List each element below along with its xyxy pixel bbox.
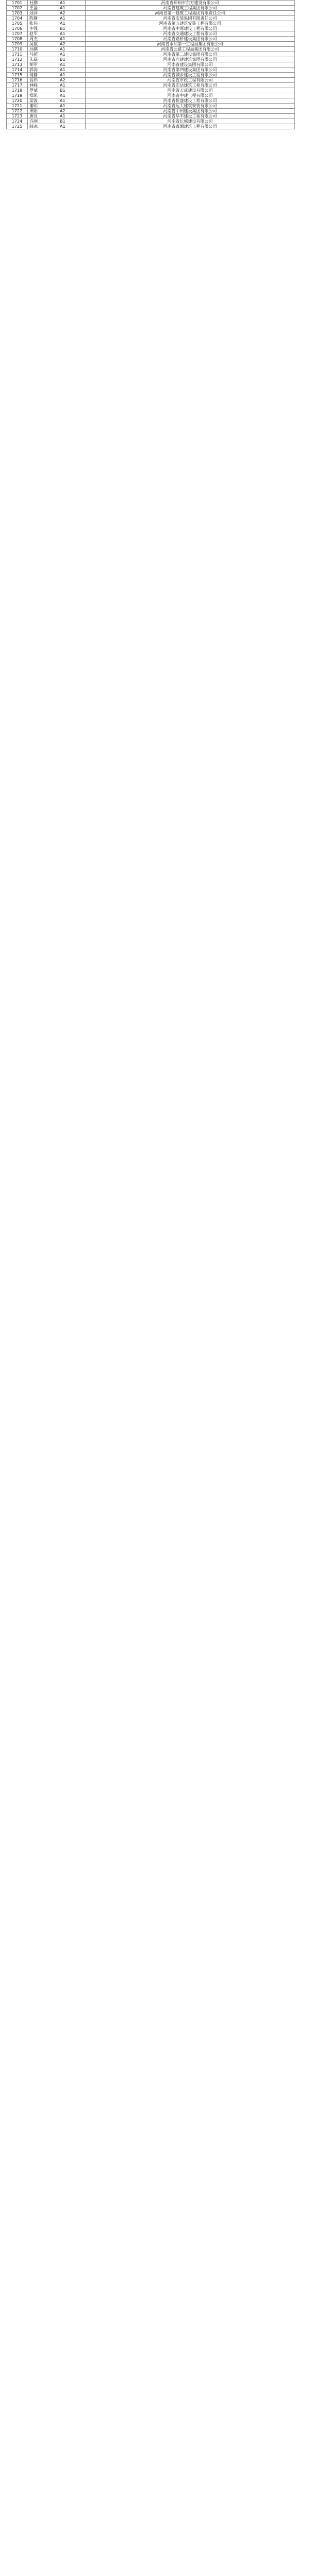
row-name: 李强	[28, 26, 58, 31]
row-level: B1	[58, 88, 86, 93]
row-company: 河南省中建工程有限公司	[86, 93, 295, 98]
personnel-table-sheet	[6, 0, 295, 129]
row-name: 朱磊	[28, 57, 58, 62]
row-level: A2	[58, 42, 86, 47]
row-number: 1710	[7, 47, 28, 52]
row-name: 宋阳	[28, 109, 58, 114]
row-number: 1701	[7, 1, 28, 6]
row-company: 河南省远大建筑安装有限公司	[86, 104, 295, 109]
row-name: 林峰	[28, 83, 58, 88]
row-name: 吴敏	[28, 42, 58, 47]
table-row	[7, 119, 295, 124]
row-number: 1711	[7, 52, 28, 57]
row-name: 马超	[28, 52, 58, 57]
row-level: A1	[58, 1, 86, 6]
table-row	[7, 62, 295, 67]
row-company: 河南省六建建筑集团有限公司	[86, 57, 295, 62]
table-row	[7, 6, 295, 11]
row-number: 1717	[7, 83, 28, 88]
row-company: 河南省建设集团有限公司	[86, 62, 295, 67]
row-name: 高伟	[28, 78, 58, 83]
row-company: 河南省宏达建筑工程有限公司	[86, 83, 295, 88]
table-row	[7, 26, 295, 31]
table-row	[7, 109, 295, 114]
row-level: A1	[58, 31, 86, 37]
table-row	[7, 104, 295, 109]
row-company: 河南省恒盛建设工程有限公司	[86, 98, 295, 104]
table-row	[7, 83, 295, 88]
row-level: A2	[58, 11, 86, 16]
row-level: A1	[58, 67, 86, 73]
row-number: 1714	[7, 67, 28, 73]
row-number: 1713	[7, 62, 28, 67]
row-company: 河南省第二建设集团有限公司	[86, 52, 295, 57]
row-level: A1	[58, 98, 86, 104]
table-row	[7, 11, 295, 16]
row-number: 1725	[7, 124, 28, 129]
table-row	[7, 31, 295, 37]
row-number: 1718	[7, 88, 28, 93]
row-name: 王磊	[28, 6, 58, 11]
row-name: 梁波	[28, 98, 58, 104]
row-level: A1	[58, 52, 86, 57]
row-name: 罗斌	[28, 88, 58, 93]
row-company: 河南省第四建设集团有限公司	[86, 67, 295, 73]
row-level: B1	[58, 26, 86, 31]
row-level: A1	[58, 114, 86, 119]
row-company: 河南省水利第一工程局集团有限公司	[86, 42, 295, 47]
row-name: 杜鹏	[28, 1, 58, 6]
row-company: 河南省第五建筑安装工程有限公司	[86, 21, 295, 26]
table-row	[7, 47, 295, 52]
row-number: 1708	[7, 37, 28, 42]
row-level: A1	[58, 83, 86, 88]
row-name: 唐亮	[28, 114, 58, 119]
row-number: 1712	[7, 57, 28, 62]
row-name: 刘洋	[28, 11, 58, 16]
row-number: 1707	[7, 31, 28, 37]
row-company: 河南省郑州市东方建设有限公司	[86, 1, 295, 6]
row-name: 郑凯	[28, 93, 58, 98]
row-company: 河南省鑫源建筑工程有限公司	[86, 124, 295, 129]
table-row	[7, 42, 295, 47]
row-level: A1	[58, 6, 86, 11]
row-level: A1	[58, 93, 86, 98]
row-number: 1721	[7, 104, 28, 109]
row-name: 郭涛	[28, 67, 58, 73]
table-row	[7, 93, 295, 98]
row-level: A1	[58, 62, 86, 67]
table-row	[7, 124, 295, 129]
row-level: A1	[58, 47, 86, 52]
table-row	[7, 21, 295, 26]
table-row	[7, 57, 295, 62]
table-row	[7, 98, 295, 104]
table-row	[7, 114, 295, 119]
row-number: 1702	[7, 6, 28, 11]
row-number: 1706	[7, 26, 28, 31]
row-level: B1	[58, 57, 86, 62]
row-level: A1	[58, 37, 86, 42]
row-level: A1	[58, 104, 86, 109]
row-number: 1724	[7, 119, 28, 124]
row-level: A1	[58, 21, 86, 26]
row-number: 1719	[7, 93, 28, 98]
row-name: 许刚	[28, 119, 58, 124]
table-row	[7, 37, 295, 42]
row-name: 何静	[28, 73, 58, 78]
table-row	[7, 67, 295, 73]
row-name: 张伟	[28, 21, 58, 26]
row-company: 河南省公路工程局集团有限公司	[86, 47, 295, 52]
row-company: 河南省天成建设有限公司	[86, 88, 295, 93]
row-level: A1	[58, 73, 86, 78]
row-number: 1716	[7, 78, 28, 83]
row-level: A1	[58, 16, 86, 21]
row-number: 1722	[7, 109, 28, 114]
row-company: 河南省交通建设工程有限公司	[86, 31, 295, 37]
row-company: 河南省华丰建设工程有限公司	[86, 114, 295, 119]
row-name: 孙鹏	[28, 47, 58, 52]
row-name: 周杰	[28, 37, 58, 42]
row-number: 1709	[7, 42, 28, 47]
row-name: 赵军	[28, 31, 58, 37]
table-row	[7, 16, 295, 21]
table-row	[7, 73, 295, 78]
row-number: 1715	[7, 73, 28, 78]
row-company: 河南省中原建设工程有限公司	[86, 26, 295, 31]
row-name: 胡军	[28, 62, 58, 67]
row-level: A1	[58, 124, 86, 129]
row-company: 河南省安装集团有限责任公司	[86, 16, 295, 21]
row-number: 1720	[7, 98, 28, 104]
row-company: 河南省建筑工程集团有限公司	[86, 6, 295, 11]
row-name: 谢明	[28, 104, 58, 109]
row-level: A2	[58, 109, 86, 114]
row-company: 河南省路桥建设集团有限公司	[86, 37, 295, 42]
row-number: 1723	[7, 114, 28, 119]
row-name: 韩冰	[28, 124, 58, 129]
row-company: 河南省市政工程有限公司	[86, 78, 295, 83]
row-level: A2	[58, 78, 86, 83]
row-number: 1703	[7, 11, 28, 16]
row-company: 河南省中州建设集团有限公司	[86, 109, 295, 114]
row-number: 1705	[7, 21, 28, 26]
table-body	[7, 1, 295, 129]
table-row	[7, 52, 295, 57]
table-row	[7, 78, 295, 83]
table-row	[7, 88, 295, 93]
table-row	[7, 1, 295, 6]
row-number: 1704	[7, 16, 28, 21]
row-company: 河南省城乡建设工程有限公司	[86, 73, 295, 78]
row-name: 陈静	[28, 16, 58, 21]
row-company: 河南省长城建设有限公司	[86, 119, 295, 124]
row-level: B1	[58, 119, 86, 124]
row-company: 河南省第一建筑工程集团有限责任公司	[86, 11, 295, 16]
personnel-table	[6, 0, 295, 129]
